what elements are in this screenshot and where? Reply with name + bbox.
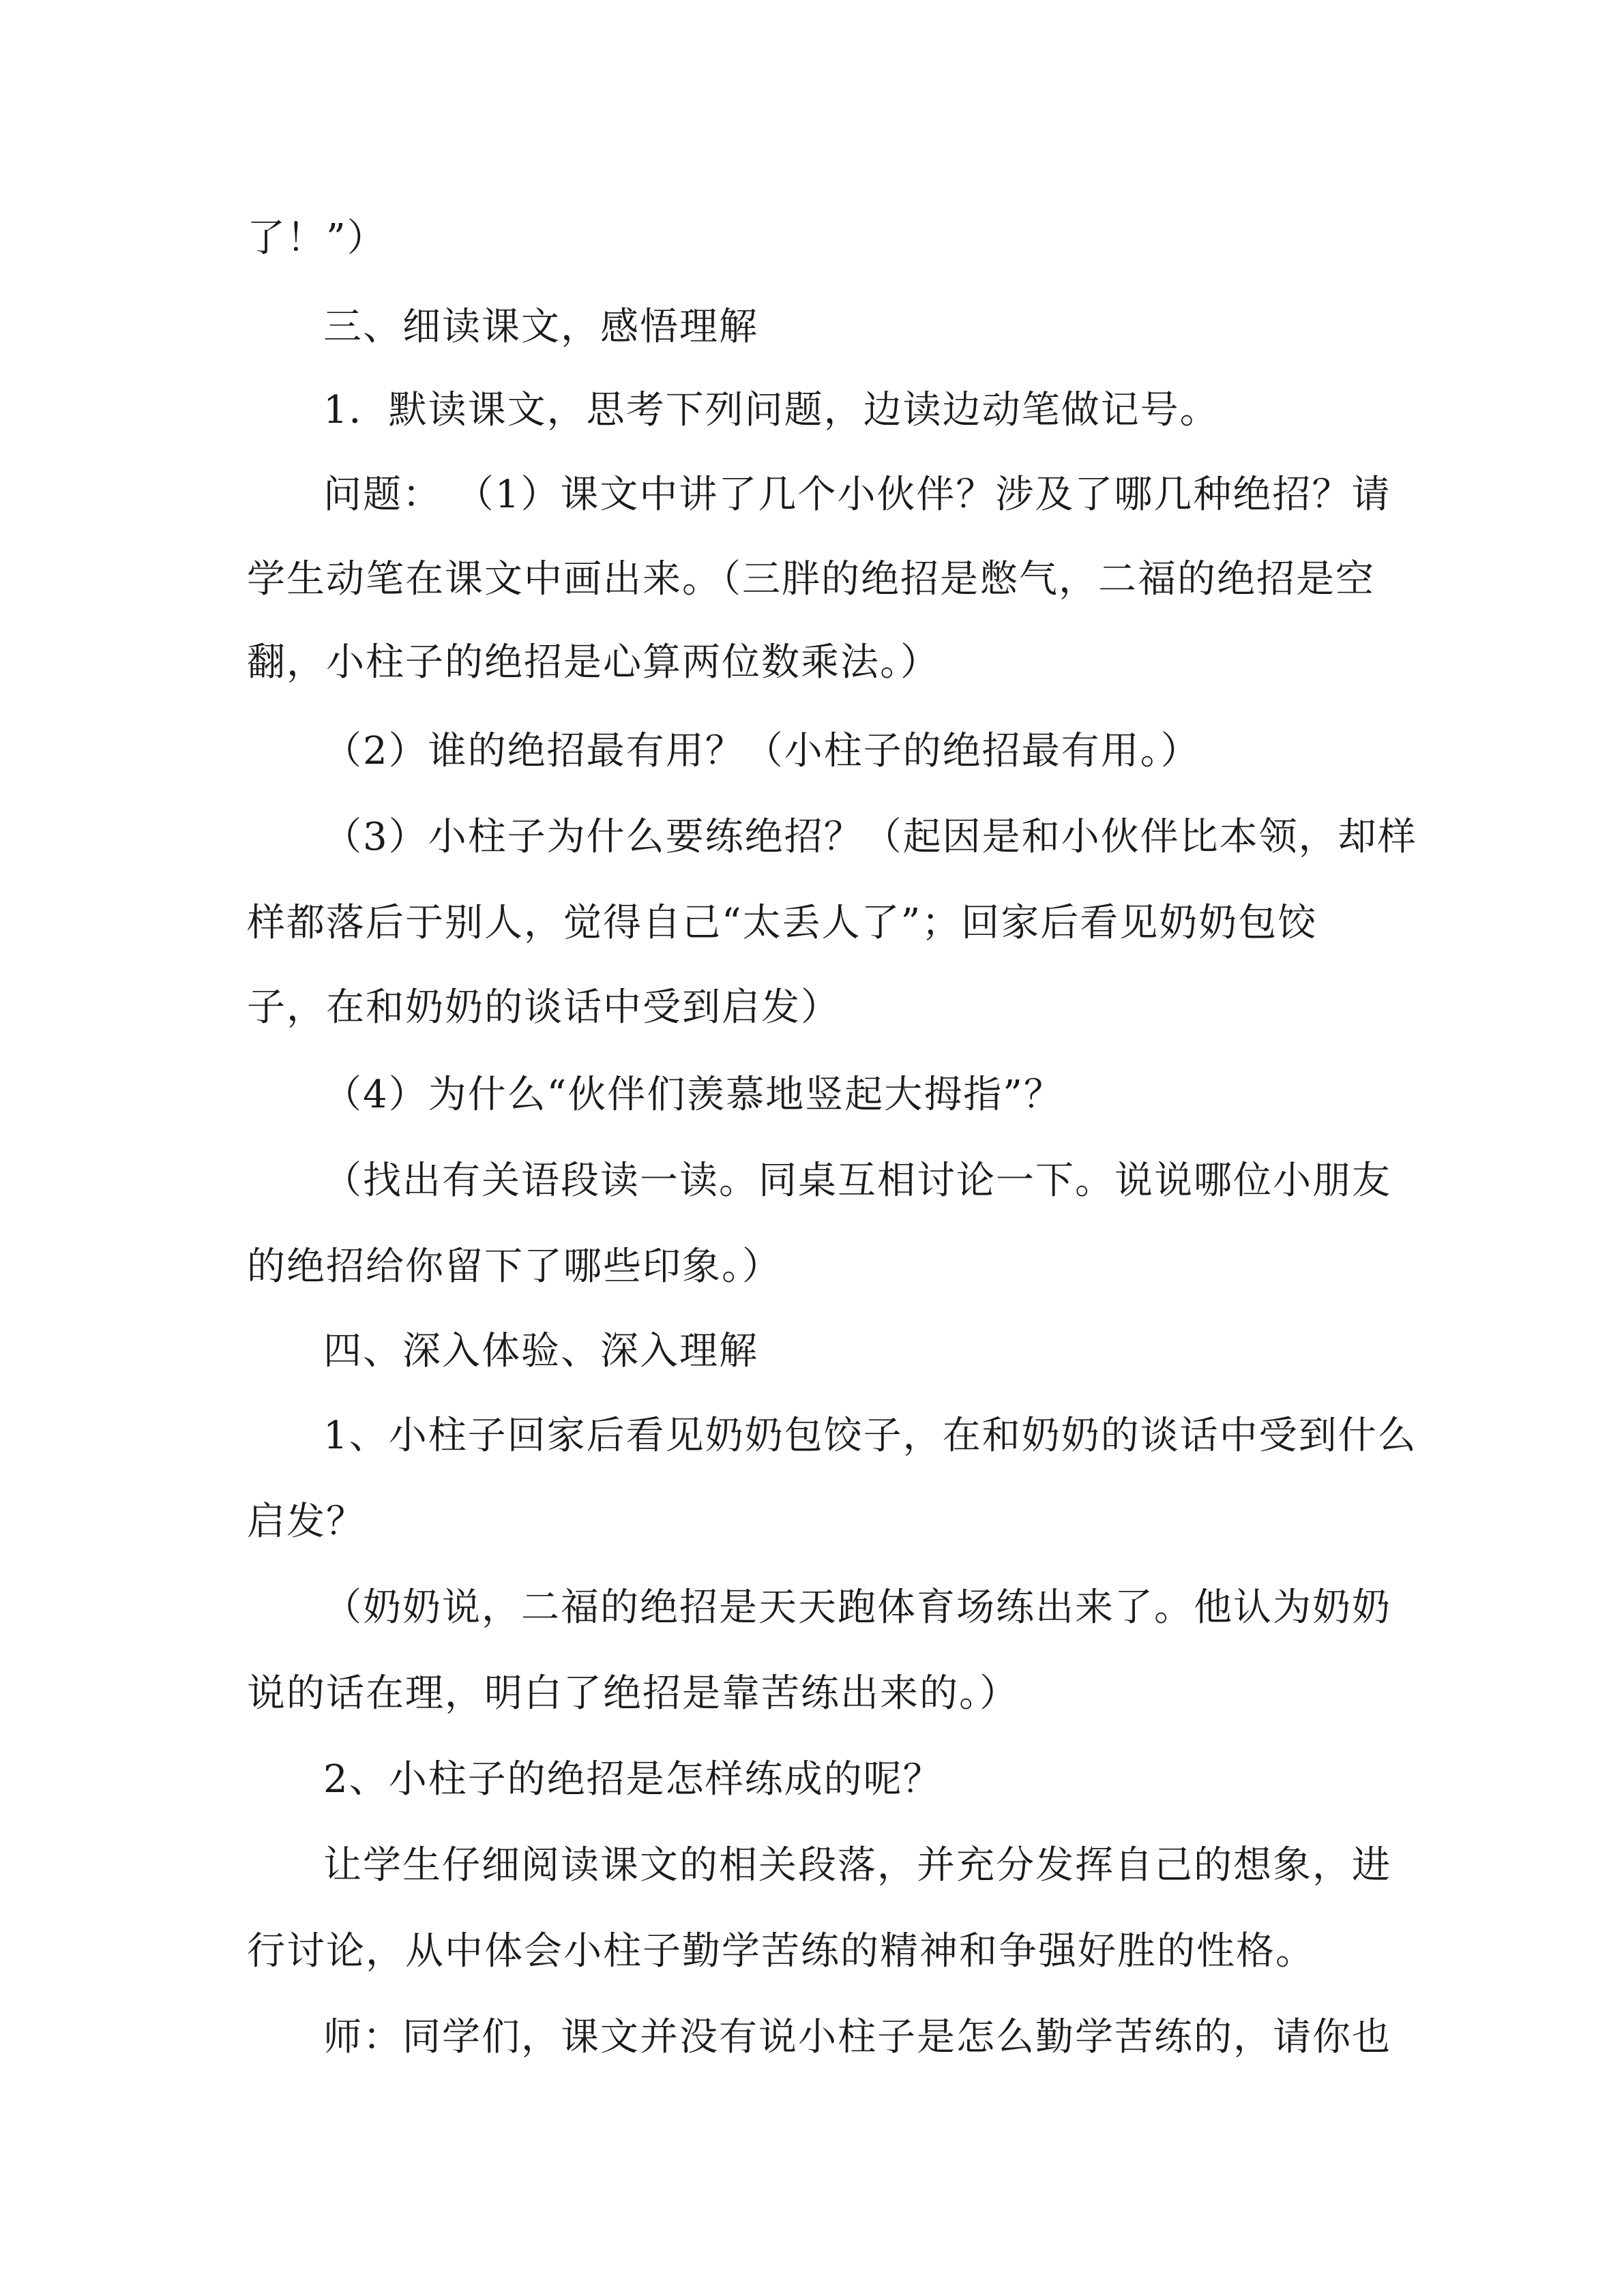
text-line-continuation: 了！”） (247, 216, 387, 260)
text-line: 学生动笔在课文中画出来。（三胖的绝招是憋气，二福的绝招是空 (247, 557, 1375, 601)
text-line: 说的话在理，明白了绝招是靠苦练出来的。） (247, 1671, 1019, 1716)
text-line: 2、小柱子的绝招是怎样练成的呢？ (323, 1757, 943, 1802)
text-line: 1．默读课文，思考下列问题，边读边动笔做记号。 (323, 388, 1220, 432)
text-line: （2）谁的绝招最有用？（小柱子的绝招最有用。） (323, 729, 1200, 773)
text-line: 启发？ (247, 1500, 366, 1544)
text-line: 1、小柱子回家后看见奶奶包饺子，在和奶奶的谈话中受到什么 (323, 1414, 1417, 1458)
text-line: 翻，小柱子的绝招是心算两位数乘法。） (247, 640, 940, 685)
text-line: （3）小柱子为什么要练绝招？（起因是和小伙伴比本领，却样 (323, 815, 1417, 859)
text-line: 的绝招给你留下了哪些印象。） (247, 1244, 782, 1289)
section-heading-4: 四、深入体验、深入理解 (323, 1329, 758, 1373)
text-line: （找出有关语段读一读。同桌互相讨论一下。说说哪位小朋友 (323, 1159, 1391, 1203)
text-line: 问题： （1）课文中讲了几个小伙伴？涉及了哪几种绝招？请 (323, 473, 1391, 517)
text-line: 师：同学们，课文并没有说小柱子是怎么勤学苦练的，请你也 (323, 2015, 1391, 2059)
text-line: 让学生仔细阅读课文的相关段落，并充分发挥自己的想象，进 (323, 1843, 1391, 1888)
section-heading-3: 三、细读课文，感悟理解 (323, 305, 758, 349)
text-line: （4）为什么“伙伴们羡慕地竖起大拇指”？ (323, 1073, 1063, 1117)
text-line: 子，在和奶奶的谈话中受到启发） (247, 985, 840, 1030)
text-line: 样都落后于别人，觉得自己“太丢人了”；回家后看见奶奶包饺 (247, 901, 1318, 945)
text-line: 行讨论，从中体会小柱子勤学苦练的精神和争强好胜的性格。 (247, 1929, 1315, 1973)
text-line: （奶奶说，二福的绝招是天天跑体育场练出来了。他认为奶奶 (323, 1585, 1391, 1630)
